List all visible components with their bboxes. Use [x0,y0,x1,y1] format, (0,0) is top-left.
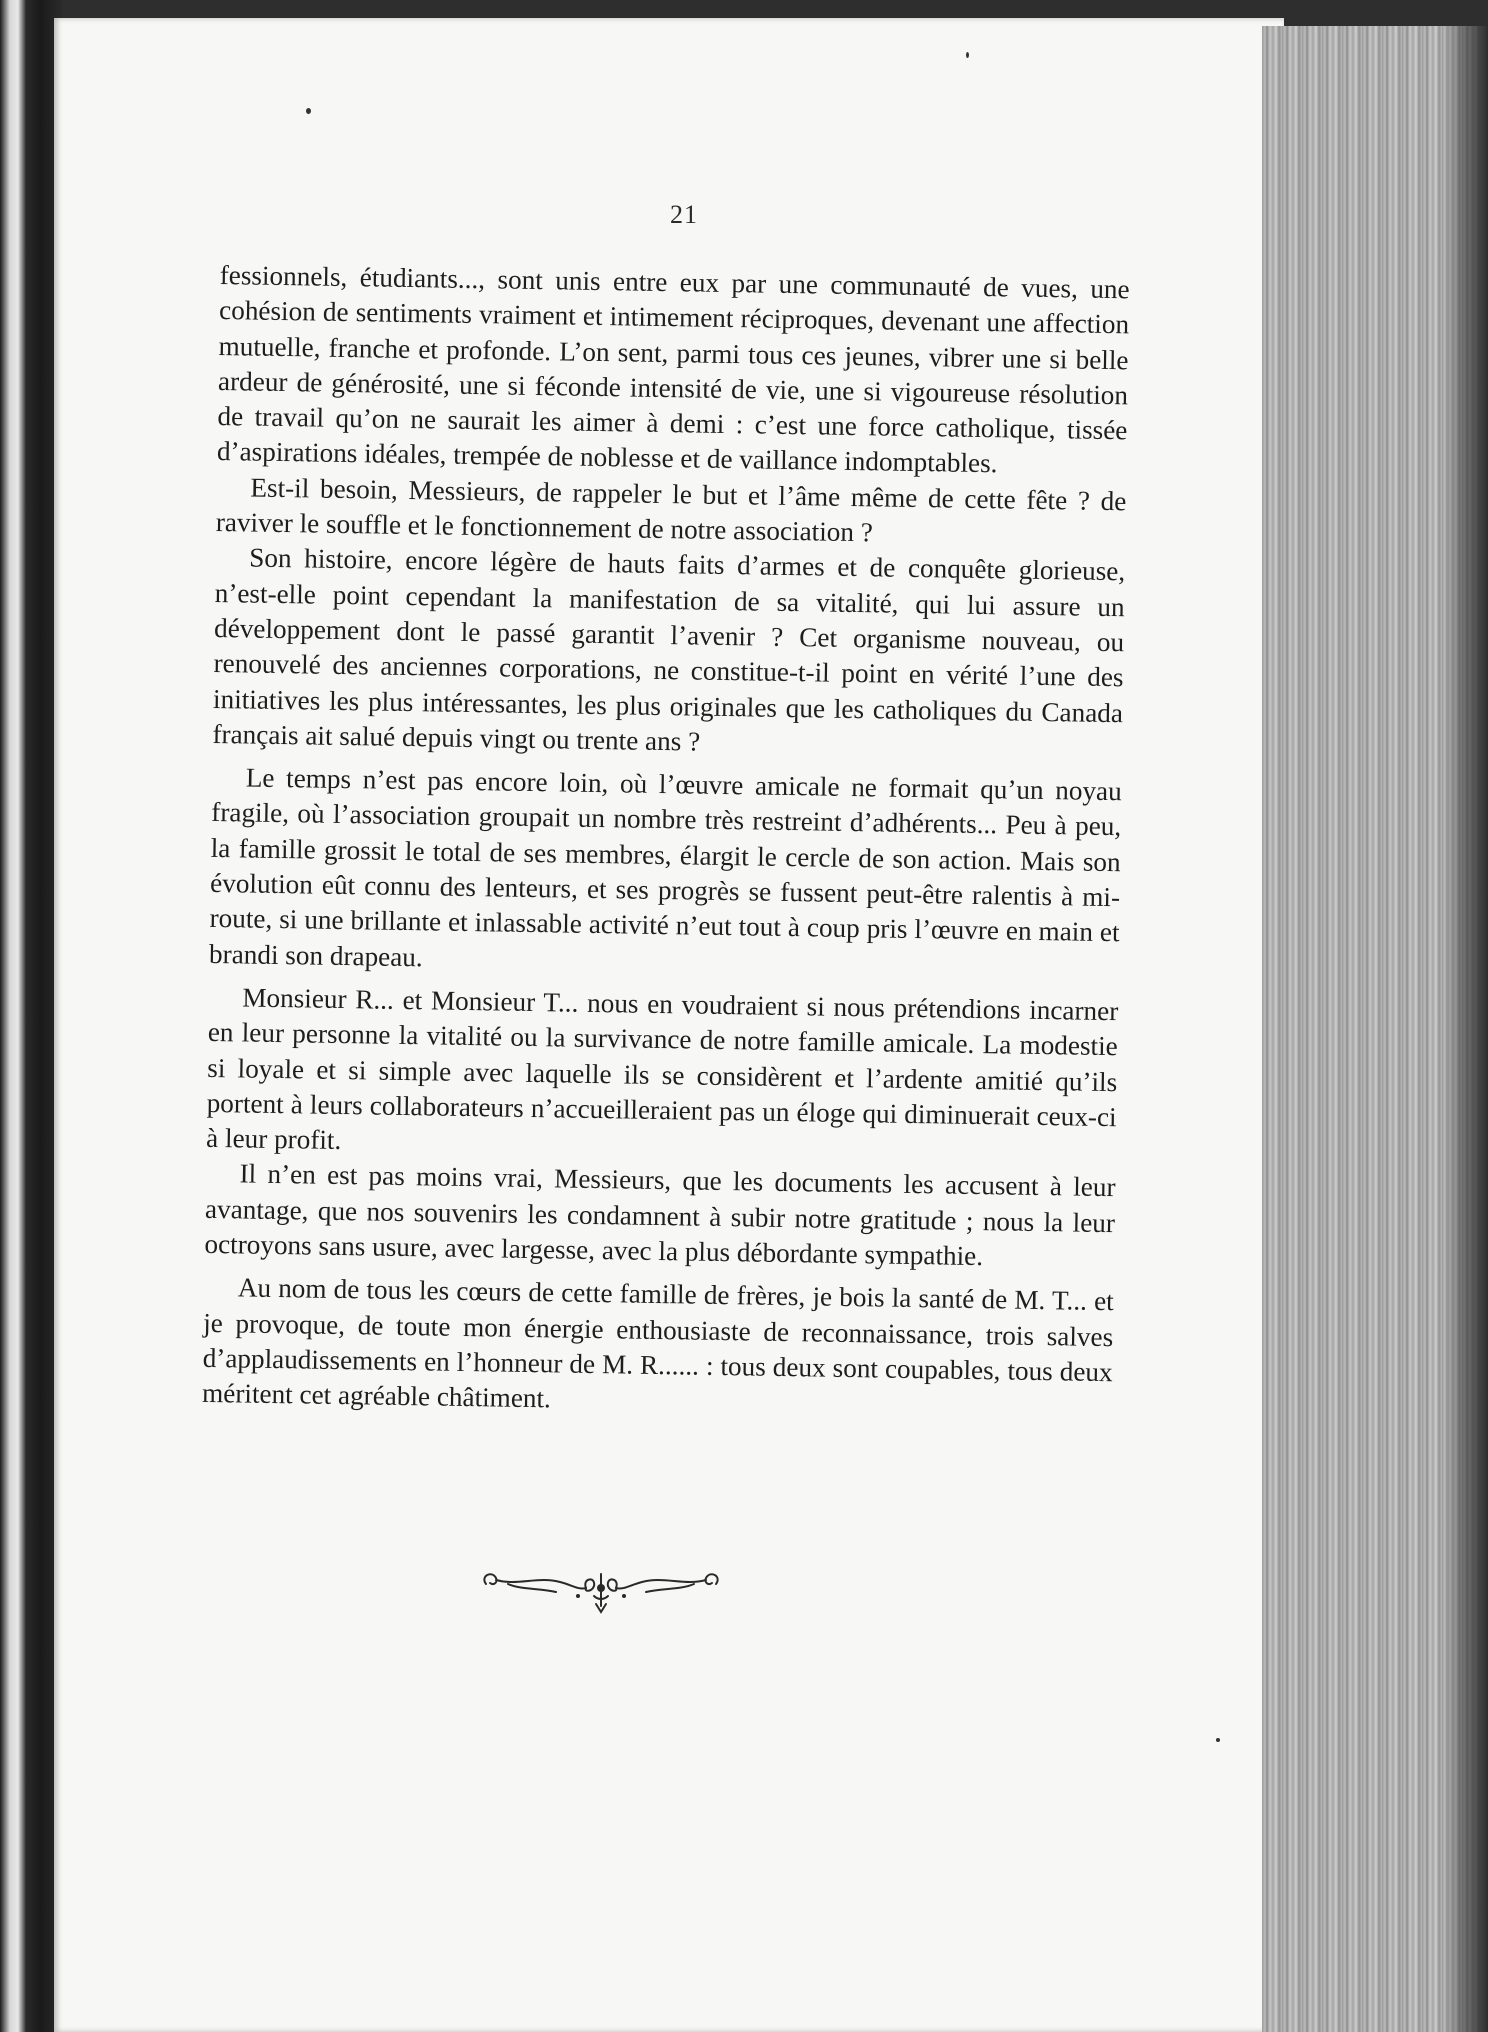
previous-page-edge [0,0,62,2032]
paragraph-3: Son histoire, encore légère de hauts faits d’armes et de conquête glorieuse, n’est-elle point cependant la manifestation de sa vitalité, qui lui assure un développement dont le passé garantit l’avenir ? Cet organisme nouveau, ou renouvelé des anciennes corporations, ne constitue-t-il point en vérité l’une des initiatives les plus intéressantes, les plus originales que les catholiques du Canada français ait salué depuis vingt ou trente ans ? [212,542,1126,757]
scan-speck [1216,1738,1220,1742]
body-text [202,258,1130,1426]
paragraph-4: Le temps n’est pas encore loin, où l’œuvre amicale ne formait qu’un noyau fragile, où l’association groupait un nombre très restreint d’adhérents... Peu à peu, la famille grossit le total de ses membres, élargit le cercle de son action. Mais son évolution eût connu des lenteurs, et ses progrès se fussent peut-être ralentis à mi-route, si une brillante et inlassable activité n’eut tout à coup pris l’œuvre en main et brandi son drapeau. [208,762,1122,972]
page-block-edges [1262,26,1488,2032]
page-number: 21 [670,200,698,229]
book-page [54,18,1284,2032]
paragraph-5: Monsieur R... et Monsieur T... nous en voudraient si nous prétendions incarner en leur personne la vitalité ou la survivance de notre famille amicale. La modestie si loyale et si simple avec laquelle ils se considèrent et l’ardente amitié qu’ils portent à leurs collaborateurs n’accueilleraient pas un éloge qui diminuerait ceux-ci à leur profit. [205,982,1119,1156]
paragraph-1: fessionnels, étudiants..., sont unis entre eux par une communauté de vues, une cohésion de sentiments vraiment et intimement réciproques, devenant une affection mutuelle, franche et profonde. L’on sent, parmi tous ces jeunes, vibrer une si belle ardeur de générosité, une si féconde intensité de vie, une si vigoureuse résolution de travail qu’on ne saurait les aimer à demi : c’est une force catholique, tissée d’aspirations idéales, trempée de noblesse et de vaillance indomptables. [216,259,1130,479]
paragraph-2: Est-il besoin, Messieurs, de rappeler le but et l’âme même de cette fête ? de raviver le souffle et le fonctionnement de notre association ? [215,472,1127,548]
paragraph-7: Au nom de tous les cœurs de cette famille de frères, je bois la santé de M. T... et je provoque, de toute mon énergie enthousiaste de reconnaissance, trois salves d’applaudissements en l’honneur de M. R...... : tous deux sont coupables, tous deux méritent cet agréable châtiment. [201,1272,1114,1414]
paragraph-6: Il n’en est pas moins vrai, Messieurs, que les documents les accusent à leur avantage, que nos souvenirs les condamnent à subir notre gratitude ; nous la leur octroyons sans usure, avec largesse, avec la plus débordante sympathie. [204,1158,1116,1272]
scan-speck [306,108,311,114]
scan-speck [966,52,969,58]
fleuron-ornament-icon [478,1566,724,1616]
